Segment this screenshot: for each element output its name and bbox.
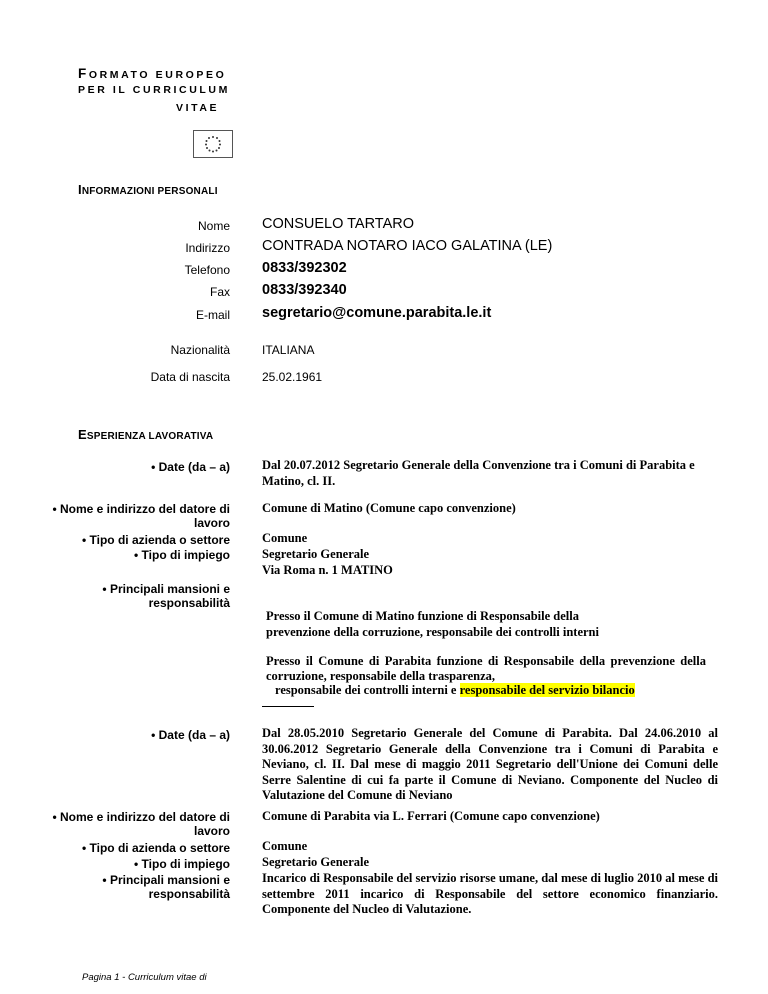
value-indirizzo: CONTRADA NOTARO IACO GALATINA (LE) [262,238,553,254]
value-nazionalita: ITALIANA [262,343,315,357]
value-job1-type: Segretario Generale [262,547,370,561]
value-nome: CONSUELO TARTARO [262,216,415,232]
value-job2-sector: Comune [262,839,308,853]
label-nome: Nome [197,219,230,233]
value-job2-duties: Incarico di Responsabile del servizio risorse umane, dal mese di luglio 2010 al mese di settembre 2011 incarico di Responsabile del settore economico finanziario. Componente del Nucleo di Valutazione. [262,871,718,916]
value-email: segretario@comune.parabita.le.it [262,305,492,321]
label-job1-employer: • Nome e indirizzo del datore di lavoro [52,502,230,530]
value-telefono: 0833/392302 [262,260,347,276]
value-job1-employer: Comune di Matino (Comune capo convenzione) [262,501,516,515]
value-job1-duties-parabita-end: responsabile dei controlli interni e responsabile del servizio bilancio [275,683,635,697]
section-work-experience: ESPERIENZA LAVORATIVA [78,427,214,442]
label-data-nascita: Data di nascita [150,370,230,384]
label-email: E-mail [195,308,230,322]
value-job2-type: Segretario Generale [262,855,370,869]
header-line-3: VITAE [176,102,220,114]
value-job1-date: Dal 20.07.2012 Segretario Generale della Convenzione tra i Comuni di Parabita e Matino, cl. II. [262,458,695,488]
highlighted-text: responsabile del servizio bilancio [459,683,635,697]
value-job1-address: Via Roma n. 1 MATINO [262,563,393,577]
label-job2-employer: • Nome e indirizzo del datore di lavoro [52,810,230,838]
eu-flag-logo [193,130,233,158]
divider-rule [262,706,314,707]
label-job1-date: • Date (da – a) [151,460,230,474]
value-job1-duties-parabita: Presso il Comune di Parabita funzione di Responsabile della prevenzione della corruzione, responsabile della trasparenza, [266,654,706,683]
label-job1-sector: • Tipo di azienda o settore [81,533,230,547]
page-footer: Pagina 1 - Curriculum vitae di [82,972,207,983]
value-job1-sector: Comune [262,531,308,545]
header-line-1: FORMATO EUROPEO [78,66,227,81]
label-job2-sector: • Tipo di azienda o settore [81,841,230,855]
label-job2-date: • Date (da – a) [151,728,230,742]
section-personal-info: INFORMAZIONI PERSONALI [78,182,218,197]
header-line-2: PER IL CURRICULUM [78,84,230,96]
value-job2-date: Dal 28.05.2010 Segretario Generale del Comune di Parabita. Dal 24.06.2010 al 30.06.2012 Segretario Generale della Convenzione tra i Comuni di Parabita e Neviano, cl. II. Dal mese di maggio 2011 Segretario dell'Unione dei Comuni delle Serre Salentine di cui fa parte il Comune di Neviano. Componente del Nucleo di Valutazione del Comune di Neviano [262,726,718,802]
label-fax: Fax [209,285,230,299]
label-job1-type: • Tipo di impiego [134,548,230,562]
label-job2-duties: • Principali mansioni e responsabilità [102,873,230,901]
value-job2-employer: Comune di Parabita via L. Ferrari (Comune capo convenzione) [262,809,600,823]
value-fax: 0833/392340 [262,282,347,298]
label-telefono: Telefono [184,263,230,277]
label-indirizzo: Indirizzo [185,241,230,255]
label-job2-type: • Tipo di impiego [134,857,230,871]
label-job1-duties: • Principali mansioni e responsabilità [102,582,230,610]
value-job1-duties-matino: Presso il Comune di Matino funzione di Responsabile della prevenzione della corruzione, responsabile dei controlli interni [266,609,599,639]
label-nazionalita: Nazionalità [170,343,230,357]
value-data-nascita: 25.02.1961 [262,370,323,384]
